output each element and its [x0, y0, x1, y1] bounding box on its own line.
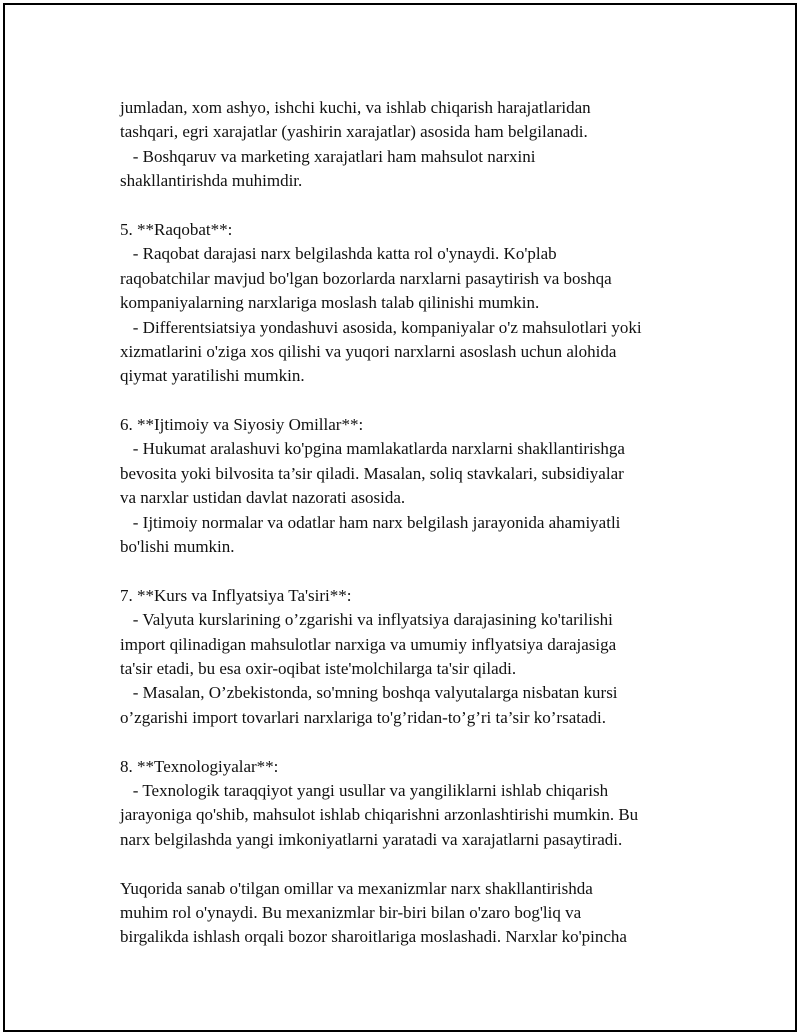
- text-line: bevosita yoki bilvosita ta’sir qiladi. Masalan, soliq stavkalari, subsidiyalar: [120, 463, 624, 483]
- text-line: kompaniyalarning narxlariga moslash talab qilinishi mumkin.: [120, 293, 540, 313]
- text-line: ta'sir etadi, bu esa oxir-oqibat iste'molchilarga ta'sir qiladi.: [120, 658, 517, 678]
- blank-line: [120, 559, 720, 583]
- text-line: narx belgilashda yangi imkoniyatlarni yaratadi va xarajatlarni pasaytiradi.: [120, 829, 623, 849]
- text-line: 5. **Raqobat**:: [120, 219, 233, 239]
- text-line: Yuqorida sanab o'tilgan omillar va mexanizmlar narx shakllantirishda: [120, 878, 593, 898]
- blank-line: [120, 730, 720, 754]
- text-line: jumladan, xom ashyo, ishchi kuchi, va ishlab chiqarish harajatlaridan: [120, 98, 591, 117]
- text-line: shakllantirishda muhimdir.: [120, 171, 303, 191]
- text-line: 8. **Texnologiyalar**:: [120, 756, 279, 776]
- page-frame: [3, 3, 797, 1032]
- text-line: - Boshqaruv va marketing xarajatlari ham mahsulot narxini: [120, 146, 536, 166]
- text-line: raqobatchilar mavjud bo'lgan bozorlarda narxlarni pasaytirish va boshqa: [120, 268, 612, 288]
- text-line: muhim rol o'ynaydi. Bu mexanizmlar bir-biri bilan o'zaro bog'liq va: [120, 902, 582, 922]
- text-line: qiymat yaratilishi mumkin.: [120, 366, 305, 386]
- text-line: 6. **Ijtimoiy va Siyosiy Omillar**:: [120, 415, 364, 435]
- text-line: birgalikda ishlash orqali bozor sharoitlariga moslashadi. Narxlar ko'pincha: [120, 927, 627, 947]
- text-line: bo'lishi mumkin.: [120, 537, 235, 557]
- text-line: - Valyuta kurslarining o’zgarishi va inflyatsiya darajasining ko'tarilishi: [120, 610, 613, 630]
- blank-line: [120, 852, 720, 876]
- text-line: 7. **Kurs va Inflyatsiya Ta'siri**:: [120, 585, 352, 605]
- text-line: import qilinadigan mahsulotlar narxiga va umumiy inflyatsiya darajasiga: [120, 634, 617, 654]
- text-line: - Raqobat darajasi narx belgilashda katta rol o'ynaydi. Ko'plab: [120, 244, 557, 264]
- blank-line: [120, 389, 720, 413]
- document-body: [120, 96, 720, 950]
- text-line: tashqari, egri xarajatlar (yashirin xarajatlar) asosida ham belgilanadi.: [120, 122, 588, 142]
- text-line: o’zgarishi import tovarlari narxlariga to'g’ridan-to’g’ri ta’sir ko’rsatadi.: [120, 707, 606, 727]
- text-line: - Hukumat aralashuvi ko'pgina mamlakatlarda narxlarni shakllantirishga: [120, 439, 625, 459]
- blank-line: [120, 194, 720, 218]
- text-line: xizmatlarini o'ziga xos qilishi va yuqori narxlarni asoslash uchun alohida: [120, 341, 617, 361]
- text-line: - Differentsiatsiya yondashuvi asosida, kompaniyalar o'z mahsulotlari yoki: [120, 317, 642, 337]
- text-line: - Ijtimoiy normalar va odatlar ham narx belgilash jarayonida ahamiyatli: [120, 512, 621, 532]
- text-line: - Texnologik taraqqiyot yangi usullar va yangiliklarni ishlab chiqarish: [120, 780, 609, 800]
- text-line: va narxlar ustidan davlat nazorati asosida.: [120, 488, 406, 508]
- text-line: - Masalan, O’zbekistonda, so'mning boshqa valyutalarga nisbatan kursi: [120, 683, 618, 703]
- text-line: jarayoniga qo'shib, mahsulot ishlab chiqarishni arzonlashtirishi mumkin. Bu: [120, 805, 639, 825]
